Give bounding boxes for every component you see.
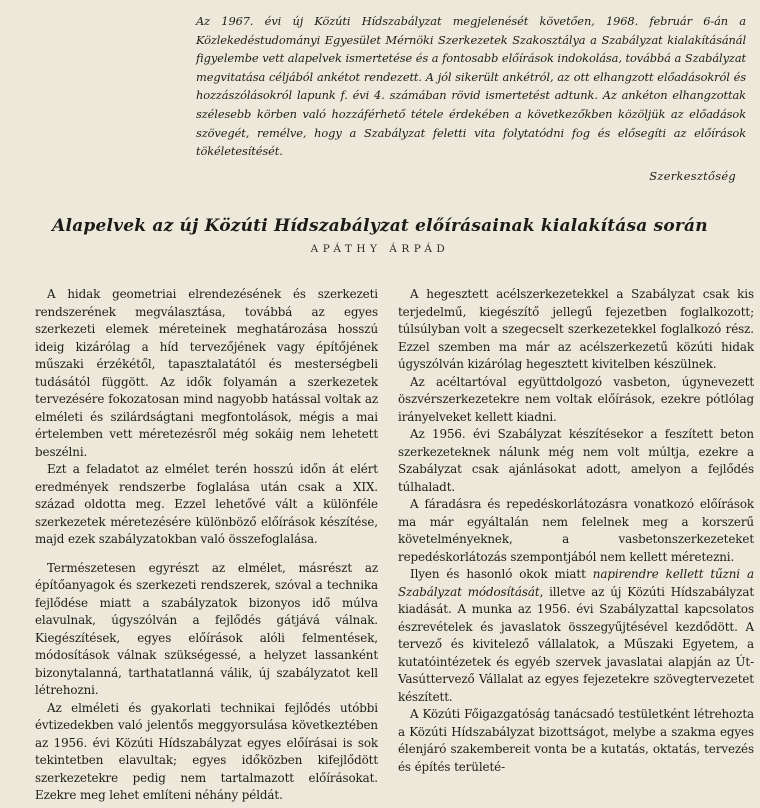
paragraph <box>398 566 754 706</box>
paragraph: Az acéltartóval együttdolgozó vasbeton, úgynevezett öszvérszerkezetekre nem voltak előírások, ezekre pótlólag irányelveket kellett kiadni. <box>398 374 754 424</box>
paragraph: A fáradásra és repedéskorlátozásra vonatkozó előírások ma már egyáltalán nem felelnek meg a korszerű követelményeknek, a vasbetonszerkezeteket repedéskorlátozás szempontjából nem kellett méretezni. <box>398 497 754 564</box>
paragraph: Ezt a feladatot az elmélet terén hosszú időn át elért eredmények rendszerbe foglalása után csak a XIX. század oldotta meg. Ezzel lehetővé vált a különféle szerkezetek méretezésére különböző előírások készítése, majd ezek szabályzatokban való összefoglalása. <box>35 462 378 546</box>
right-column <box>398 286 754 776</box>
paragraph: A hegesztett acélszerkezetekkel a Szabályzat csak kis terjedelmű, kiegészítő jellegű fejezetben foglalkozott; túlsúlyban volt a szegecselt szerkezetekkel foglalkozó rész. Ezzel szemben ma már az acélszerkezetű közúti hidak úgyszólván kizárólag hegesztett kivitelben készülnek. <box>398 287 754 371</box>
paragraph-text: , illetve az új Közúti Hídszabályzat kiadását. A munka az 1956. évi Szabályzattal kapcsolatos észrevételek és javaslatok összegyűjtésével kezdődött. A tervező és kivitelező vállalatok, a Műszaki Egyetem, a kutatóintézetek és egyéb szervek javaslatai alapján az Út-Vasúttervező Vállalat az egyes fejezetekre szövegtervezetet készített. <box>398 584 754 704</box>
paragraph: Az 1956. évi Szabályzat készítésekor a feszített beton szerkezeteknek nálunk még nem volt múltja, ezekre a Szabályzat csak ajánlásokat adott, amelyon a fejlődés túlhaladt. <box>398 427 754 494</box>
paragraph: A hidak geometriai elrendezésének és szerkezeti rendszerének megválasztása, továbbá az egyes szerkezeti elemek méreteinek meghatározása hosszú ideig kizárólag a híd tervezőjének vagy építőjének műszaki érzékétől, tapasztalatától és mesterségbeli tudásától függött. Az idők folyamán a szerkezetek tervezésére fokozatosan mind nagyobb hatással voltak az elméleti és szilárdságtani megfontolások, mégis a mai értelemben vett méretezésről még sokáig nem lehetett beszélni. <box>35 287 378 459</box>
editorial-note <box>196 12 746 185</box>
emphasized-text: napirendre kellett tűzni a Szabályzat módosítását <box>398 567 754 599</box>
left-column <box>35 286 378 805</box>
paragraph: Természetesen egyrészt az elmélet, másrészt az építőanyagok és szerkezeti rendszerek, szóval a technika fejlődése miatt a szabályzatok bizonyos idő múlva elavulnak, úgyszólván a fejlődés gátjává válnak. Kiegészítések, egyes előírások alóli felmentések, módosítások válnak szükségessé, a helyzet lassanként bizonytalanná, tarthatatlanná válik, új szabályzatot kell létrehozni. <box>35 560 378 697</box>
article-author: APÁTHY ÁRPÁD <box>310 243 450 255</box>
paragraph: A Közúti Főigazgatóság tanácsadó testületként létrehozta a Közúti Hídszabályzat bizottságot, melybe a szakma egyes élenjáró szakembereit vonta be a kutatás, oktatás, tervezés és építés területé- <box>398 707 754 774</box>
article-title: Alapelvek az új Közúti Hídszabályzat előírásainak kialakítása során <box>52 216 708 236</box>
paragraph: Az elméleti és gyakorlati technikai fejlődés utóbbi évtizedekben való jelentős meggyorsulása következtében az 1956. évi Közúti Hídszabályzat egyes előírásai is sok tekintetben elavultak; egyes időközben kifejlődött szerkezetekre pedig nem tartalmazott előírásokat. Ezekre meg lehet említeni néhány példát. <box>35 700 378 802</box>
paragraph-text: Ilyen és hasonló okok miatt <box>410 567 593 581</box>
editorial-text: Az 1967. évi új Közúti Hídszabályzat megjelenését követően, 1968. február 6-án a Közlekedéstudományi Egyesület Mérnöki Szerkezetek Szakosztálya a Szabályzat kialakításánál figyelembe vett alapelvek ismertetése és a fontosabb előírások indokolása, továbbá a Szabályzat megvitatása céljából ankétot rendezett. A jól sikerült ankétról, az ott elhangzott előadásokról és hozzászólásokról lapunk f. évi 4. számában rövid ismertetést adtunk. Az ankéton elhangzottak szélesebb körben való hozzáférhető tétele érdekében a következőkben közöljük az előadások szövegét, remélve, hogy a Szabályzat feletti vita folytatódni fog és elősegíti az előírások tökéletesítését. <box>196 14 746 159</box>
editorial-signature: Szerkesztőség <box>649 168 736 183</box>
